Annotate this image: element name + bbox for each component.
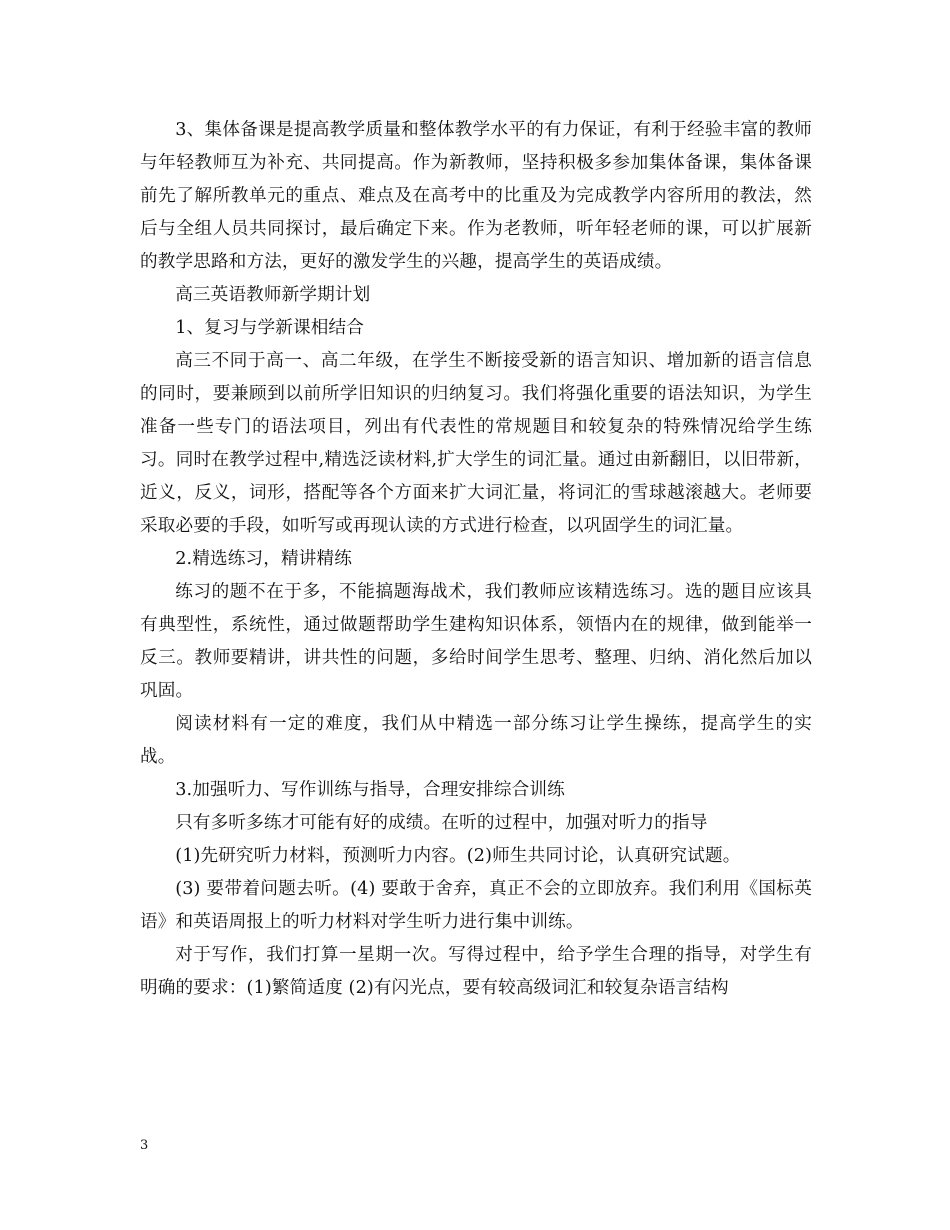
paragraph-review-and-new-lessons: 高三不同于高一、高二年级，在学生不断接受新的语言知识、增加新的语言信息的同时，要兼顾到以前所学旧知识的归纳复习。我们将强化重要的语法知识，为学生准备一些专门的语法项目，列出有代表性的常规题目和较复杂的特殊情况给学生练习。同时在教学过程中,精选泛读材料,扩大学生的词汇量。通过由新翻旧，以旧带新，近义，反义，词形，搭配等各个方面来扩大词汇量，将词汇的雪球越滚越大。老师要采取必要的手段，如听写或再现认读的方式进行检查，以巩固学生的词汇量。 xyxy=(140,351,812,536)
section-title-semester-plan: 高三英语教师新学期计划 xyxy=(175,285,371,305)
paragraph-collective-lesson-prep: 3、集体备课是提高教学质量和整体教学水平的有力保证，有利于经验丰富的教师与年轻教师互为补充、共同提高。作为新教师，坚持积极多参加集体备课，集体备课前先了解所教单元的重点、难点及在高考中的比重及为完成教学内容所用的教法，然后与全组人员共同探讨，最后确定下来。作为老教师，听年轻老师的课，可以扩展新的教学思路和方法，更好的激发学生的兴趣，提高学生的英语成绩。 xyxy=(140,120,812,272)
paragraph-listening-practice: 只有多听多练才可能有好的成绩。在听的过程中，加强对听力的指导 xyxy=(175,813,708,833)
paragraph-reading-materials: 阅读材料有一定的难度，我们从中精选一部分练习让学生操练，提高学生的实战。 xyxy=(140,714,812,767)
heading-listening-writing: 3.加强听力、写作训练与指导，合理安排综合训练 xyxy=(175,780,565,800)
paragraph-listening-steps-3-4: (3) 要带着问题去听。(4) 要敢于舍弃，真正不会的立即放弃。我们利用《国标英语》和英语周报上的听力材料对学生听力进行集中训练。 xyxy=(140,879,812,932)
document-body xyxy=(140,114,812,1005)
paragraph-writing-plan: 对于写作，我们打算一星期一次。写得过程中，给予学生合理的指导，对学生有明确的要求：(1)繁简适度 (2)有闪光点，要有较高级词汇和较复杂语言结构 xyxy=(140,945,812,998)
paragraph-listening-steps-1-2: (1)先研究听力材料，预测听力内容。(2)师生共同讨论，认真研究试题。 xyxy=(175,846,741,866)
page-number: 3 xyxy=(140,1138,149,1153)
paragraph-select-exercises: 练习的题不在于多，不能搞题海战术，我们教师应该精选练习。选的题目应该具有典型性，系统性，通过做题帮助学生建构知识体系，领悟内在的规律，做到能举一反三。教师要精讲，讲共性的问题，多给时间学生思考、整理、归纳、消化然后加以巩固。 xyxy=(140,582,812,701)
heading-review-and-new-lessons: 1、复习与学新课相结合 xyxy=(175,318,364,338)
heading-select-exercises: 2.精选练习，精讲精练 xyxy=(175,549,352,569)
